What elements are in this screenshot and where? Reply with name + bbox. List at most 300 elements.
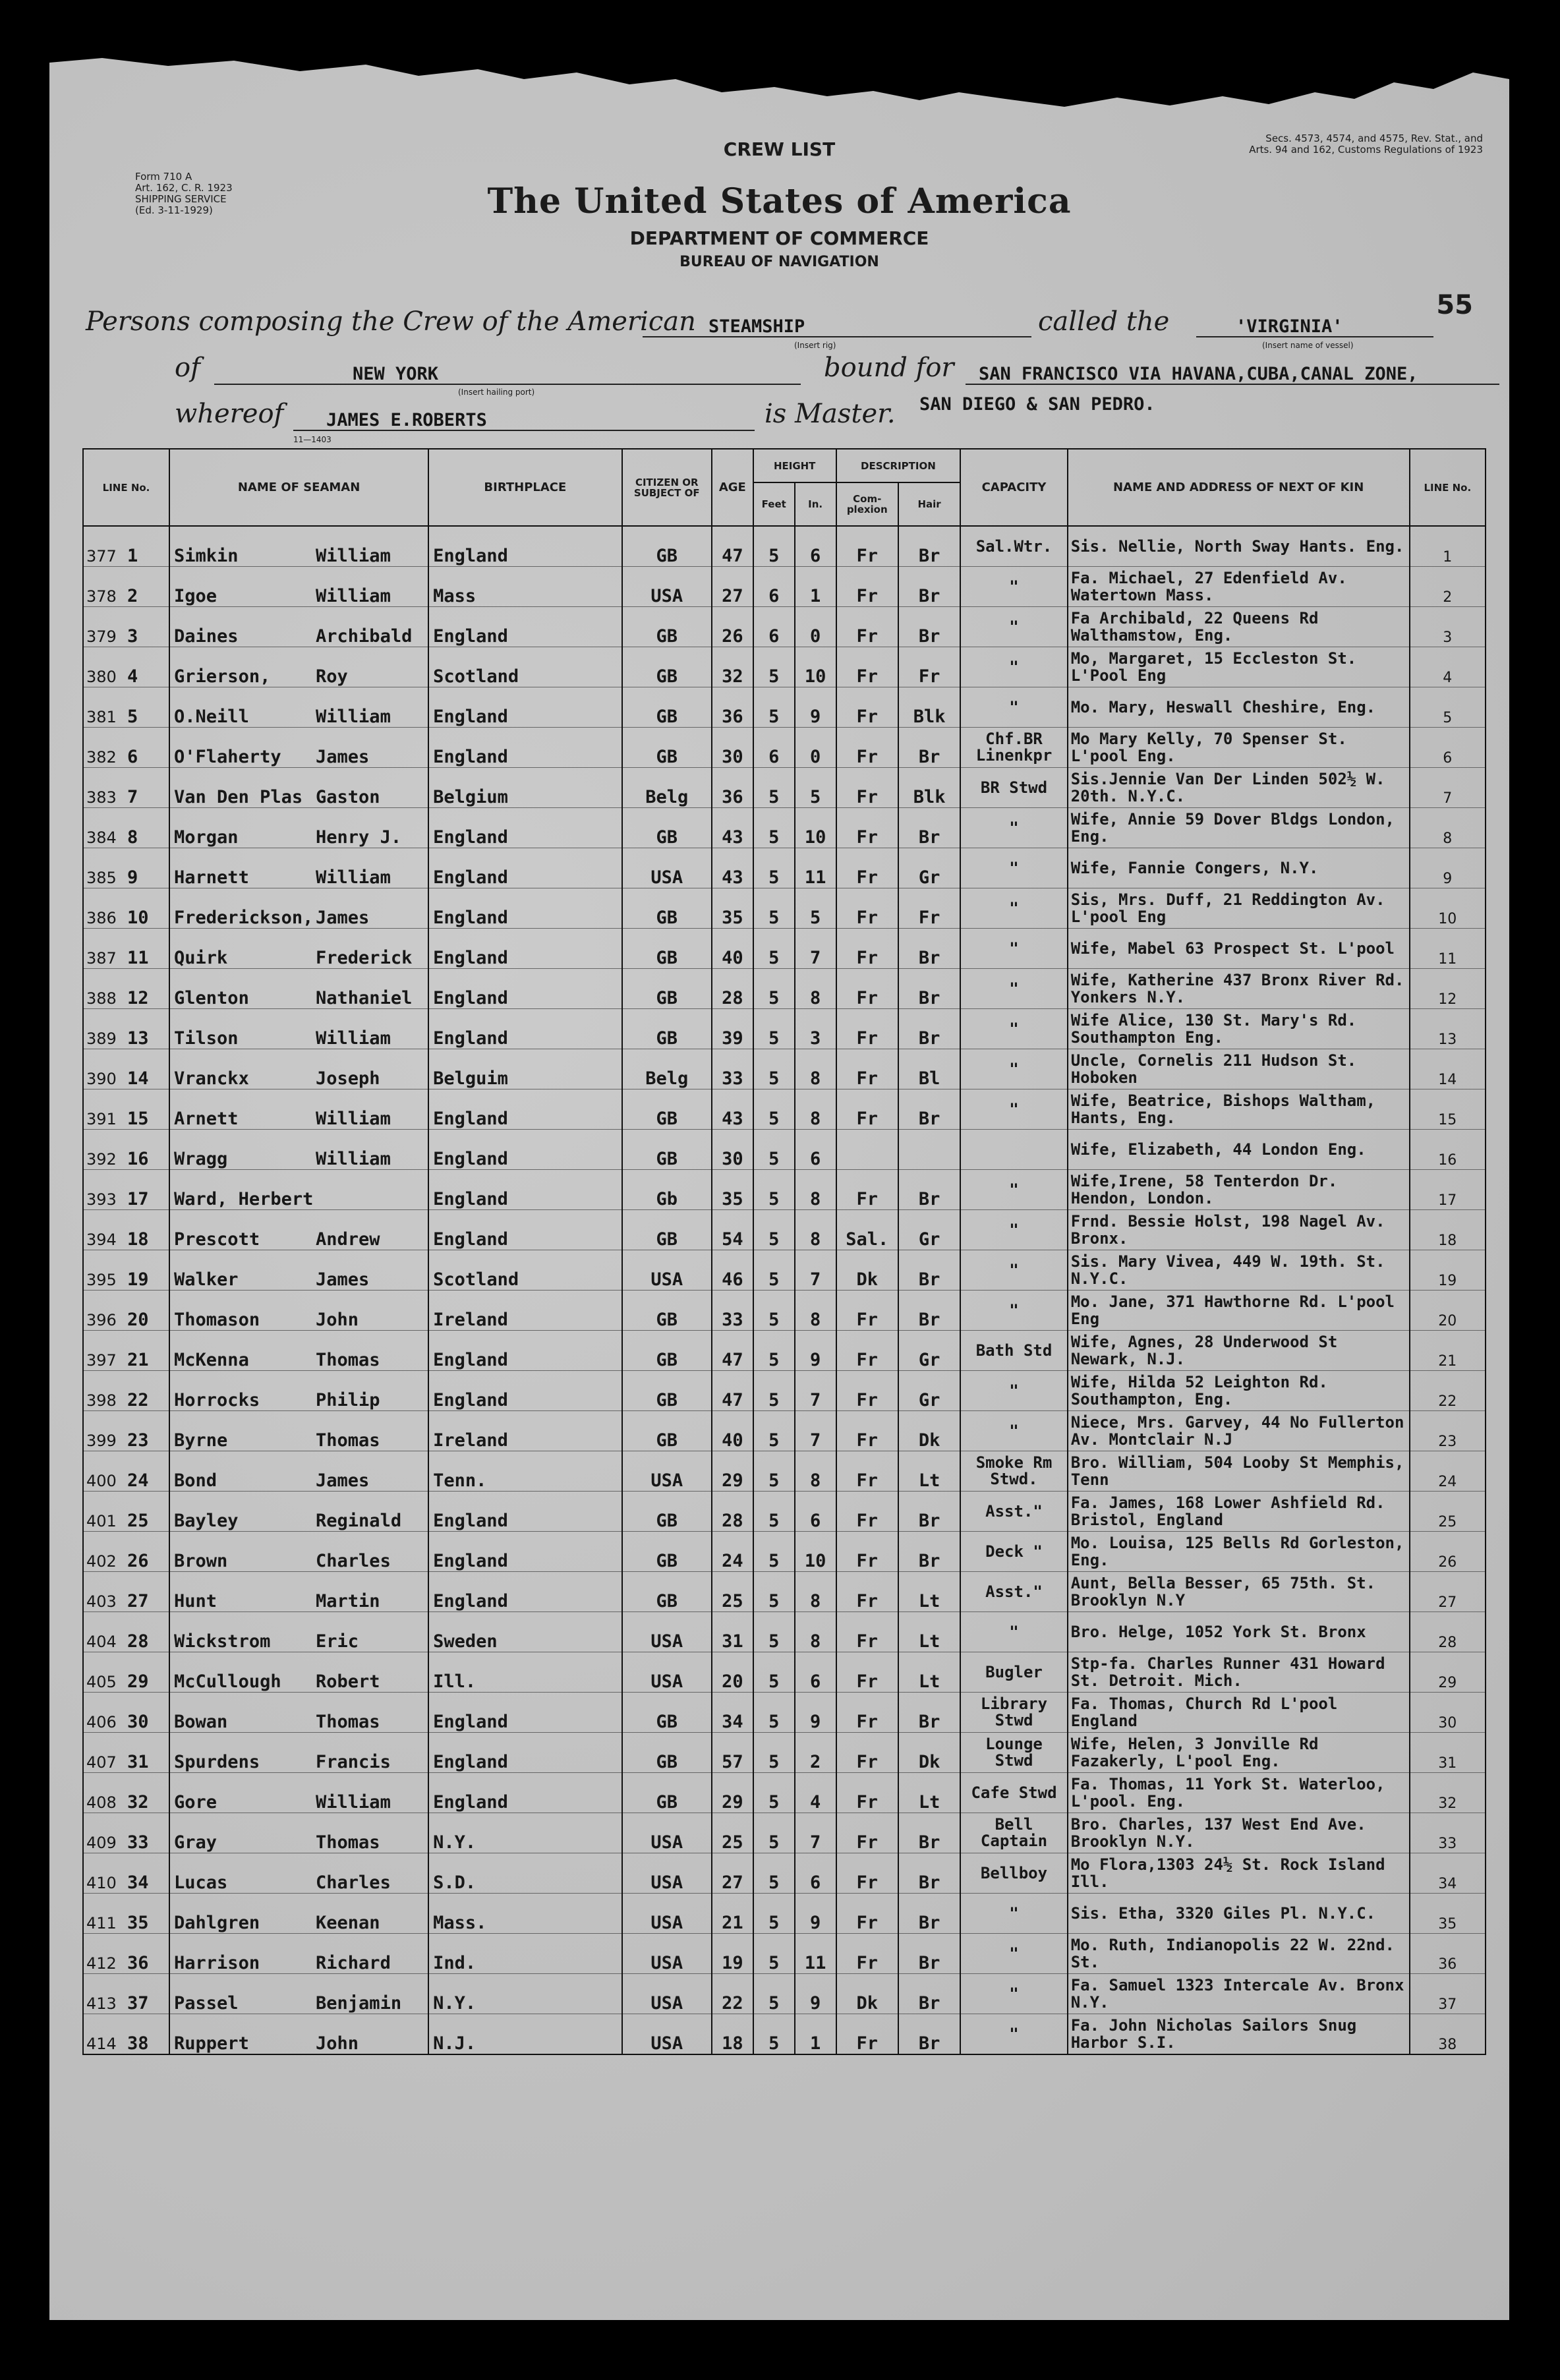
hair: Br (918, 1832, 940, 1853)
cell-kin (1068, 1773, 1410, 1813)
cell-feet (753, 848, 795, 888)
height-feet: 5 (768, 1390, 780, 1410)
age: 32 (722, 666, 743, 687)
next-of-kin: Fa. John Nicholas Sailors Snug Harbor S.I. (1070, 2016, 1357, 2052)
cell-line-no-right (1410, 1773, 1486, 1813)
cell-name (169, 929, 428, 969)
cell-feet (753, 1572, 795, 1612)
height-inches: 8 (809, 1109, 821, 1129)
next-of-kin: Fa. Samuel 1323 Intercale Av. Bronx N.Y. (1070, 1976, 1404, 2012)
col-feet: Feet (753, 482, 795, 526)
height-feet: 5 (768, 1229, 780, 1250)
seaman-surname: Byrne (174, 1430, 228, 1451)
cell-capacity (960, 687, 1067, 728)
next-of-kin: Wife, Fannie Congers, N.Y. (1070, 859, 1319, 877)
seaman-surname: Walker (174, 1269, 239, 1290)
line-number: 35 (127, 1913, 149, 1933)
line-number: 36 (127, 1953, 149, 1973)
pen-number: 390 (86, 1070, 117, 1088)
seaman-given-name: John (316, 1310, 359, 1330)
cell-inches (795, 888, 836, 929)
line-number: 10 (127, 908, 149, 928)
cell-complexion (836, 1049, 898, 1089)
cell-birthplace (428, 969, 622, 1009)
cell-inches (795, 768, 836, 808)
cell-name (169, 1773, 428, 1813)
cell-capacity (960, 1411, 1067, 1451)
capacity: Bell Captain (980, 1815, 1048, 1850)
cell-line-no (83, 1813, 169, 1853)
cell-hair (898, 808, 960, 848)
cell-hair (898, 1733, 960, 1773)
master-label: is Master. (765, 399, 896, 429)
complexion: Fr (856, 1591, 878, 1611)
cell-complexion (836, 929, 898, 969)
height-feet: 5 (768, 1591, 780, 1611)
cell-age (712, 2014, 753, 2055)
cell-citizen (622, 1250, 712, 1291)
cell-citizen (622, 768, 712, 808)
capacity: Library Stwd (980, 1695, 1048, 1729)
cell-birthplace (428, 647, 622, 687)
capacity: " (1009, 818, 1019, 837)
nation-title: The United States of America (487, 181, 1072, 221)
seaman-surname: Horrocks (174, 1390, 260, 1410)
complexion: Fr (856, 1068, 878, 1089)
birthplace: Belguim (433, 1068, 508, 1089)
capacity: " (1009, 697, 1019, 716)
age: 26 (722, 626, 743, 647)
pen-number: 377 (86, 547, 117, 566)
pen-number: 381 (86, 708, 117, 726)
height-inches: 7 (809, 1430, 821, 1451)
age: 22 (722, 1993, 743, 2014)
cell-kin (1068, 1894, 1410, 1934)
line-number: 33 (127, 1832, 149, 1853)
table-row (83, 1733, 1486, 1773)
height-feet: 5 (768, 1310, 780, 1330)
cell-birthplace (428, 1572, 622, 1612)
cell-hair (898, 969, 960, 1009)
height-inches: 9 (809, 707, 821, 727)
cell-complexion (836, 1451, 898, 1492)
birthplace: N.J. (433, 2033, 477, 2054)
cell-birthplace (428, 1813, 622, 1853)
height-inches: 9 (809, 1913, 821, 1933)
cell-line-no-right (1410, 888, 1486, 929)
cell-line-no (83, 808, 169, 848)
age: 43 (722, 827, 743, 848)
complexion: Fr (856, 1350, 878, 1370)
cell-age (712, 1411, 753, 1451)
seaman-surname: Igoe (174, 586, 217, 606)
cell-line-no (83, 1693, 169, 1733)
height-feet: 5 (768, 867, 780, 888)
cell-birthplace (428, 929, 622, 969)
cell-citizen (622, 607, 712, 647)
height-feet: 5 (768, 827, 780, 848)
height-feet: 5 (768, 2033, 780, 2054)
pen-number: 400 (86, 1472, 117, 1490)
cell-complexion (836, 1773, 898, 1813)
cell-name (169, 1250, 428, 1291)
cell-kin (1068, 1009, 1410, 1049)
age: 36 (722, 787, 743, 807)
cell-name (169, 1130, 428, 1170)
citizenship: GB (656, 1712, 678, 1732)
pen-number: 403 (86, 1592, 117, 1611)
table-row (83, 2014, 1486, 2055)
pen-number: 391 (86, 1110, 117, 1128)
cell-citizen (622, 2014, 712, 2055)
cell-age (712, 1693, 753, 1733)
next-of-kin: Wife, Elizabeth, 44 London Eng. (1070, 1140, 1366, 1159)
line-number: 28 (127, 1631, 149, 1652)
cell-birthplace (428, 848, 622, 888)
line-number: 38 (127, 2033, 149, 2054)
complexion: Fr (856, 1390, 878, 1410)
age: 30 (722, 747, 743, 767)
line-number-right: 7 (1443, 790, 1453, 807)
hair: Br (918, 1269, 940, 1290)
seaman-given-name: Keenan (316, 1913, 380, 1933)
cell-capacity (960, 1451, 1067, 1492)
table-row (83, 728, 1486, 768)
birthplace: N.Y. (433, 1832, 477, 1853)
height-inches: 0 (809, 626, 821, 647)
table-row (83, 1250, 1486, 1291)
height-feet: 5 (768, 1752, 780, 1772)
capacity: Asst." (985, 1501, 1043, 1521)
cell-capacity (960, 1934, 1067, 1974)
cell-birthplace (428, 526, 622, 567)
height-inches: 6 (809, 1149, 821, 1169)
next-of-kin: Fa. Thomas, Church Rd L'pool England (1070, 1695, 1338, 1730)
cell-name (169, 1532, 428, 1572)
cell-age (712, 687, 753, 728)
next-of-kin: Fa. James, 168 Lower Ashfield Rd. Bristol, England (1070, 1494, 1385, 1529)
cell-line-no (83, 567, 169, 607)
cell-kin (1068, 808, 1410, 848)
line-number: 3 (127, 626, 138, 647)
cell-birthplace (428, 1210, 622, 1250)
cell-name (169, 1894, 428, 1934)
cell-complexion (836, 2014, 898, 2055)
height-feet: 5 (768, 1551, 780, 1571)
cell-citizen (622, 969, 712, 1009)
hair: Lt (918, 1671, 940, 1692)
age: 36 (722, 707, 743, 727)
cell-citizen (622, 848, 712, 888)
age: 40 (722, 948, 743, 968)
cell-name (169, 768, 428, 808)
whereof-label: whereof (175, 399, 284, 429)
table-row (83, 1894, 1486, 1934)
cell-capacity (960, 768, 1067, 808)
height-feet: 5 (768, 948, 780, 968)
cell-line-no (83, 647, 169, 687)
seaman-given-name: Martin (316, 1591, 380, 1611)
line-number: 25 (127, 1511, 149, 1531)
hair: Br (918, 1993, 940, 2014)
birthplace: England (433, 1551, 508, 1571)
cell-birthplace (428, 1451, 622, 1492)
cell-capacity (960, 1170, 1067, 1210)
of-label: of (175, 353, 200, 383)
next-of-kin: Bro. William, 504 Looby St Memphis, Tenn (1070, 1453, 1404, 1489)
height-inches: 7 (809, 1832, 821, 1853)
age: 33 (722, 1310, 743, 1330)
cell-line-no (83, 728, 169, 768)
hair: Lt (918, 1470, 940, 1491)
next-of-kin: Mo. Louisa, 125 Bells Rd Gorleston, Eng. (1070, 1534, 1404, 1569)
age: 27 (722, 1872, 743, 1893)
cell-citizen (622, 1773, 712, 1813)
cell-inches (795, 1853, 836, 1894)
cell-capacity (960, 1612, 1067, 1652)
cell-kin (1068, 728, 1410, 768)
hair: Lt (918, 1792, 940, 1813)
height-inches: 7 (809, 948, 821, 968)
cell-feet (753, 808, 795, 848)
age: 43 (722, 1109, 743, 1129)
table-row (83, 1291, 1486, 1331)
line-number: 6 (127, 747, 138, 767)
seaman-given-name: Francis (316, 1752, 391, 1772)
height-feet: 5 (768, 908, 780, 928)
citizenship: USA (650, 1671, 683, 1692)
table-row (83, 1130, 1486, 1170)
col-capacity: CAPACITY (960, 449, 1067, 526)
cell-hair (898, 1572, 960, 1612)
table-row (83, 768, 1486, 808)
capacity: " (1009, 1019, 1019, 1038)
height-inches: 11 (804, 1953, 826, 1973)
next-of-kin: Wife, Annie 59 Dover Bldgs London, Eng. (1070, 810, 1395, 846)
line-number: 5 (127, 707, 138, 727)
cell-line-no-right (1410, 526, 1486, 567)
cell-birthplace (428, 808, 622, 848)
cell-inches (795, 1371, 836, 1411)
birthplace: England (433, 948, 508, 968)
cell-capacity (960, 728, 1067, 768)
cell-citizen (622, 687, 712, 728)
cell-hair (898, 929, 960, 969)
next-of-kin: Sis. Mary Vivea, 449 W. 19th. St. N.Y.C. (1070, 1252, 1385, 1288)
seaman-given-name: William (316, 1149, 391, 1169)
line-number-right: 11 (1438, 951, 1457, 968)
capacity: BR Stwd (980, 778, 1048, 797)
citizenship: USA (650, 1993, 683, 2014)
height-feet: 5 (768, 666, 780, 687)
hair: Gr (918, 867, 940, 888)
cell-complexion (836, 1089, 898, 1130)
col-line-no-right: LINE No. (1410, 449, 1486, 526)
seaman-surname: Harnett (174, 867, 249, 888)
cell-line-no-right (1410, 647, 1486, 687)
hair: Blk (913, 707, 946, 727)
seaman-given-name: Thomas (316, 1712, 380, 1732)
hair: Gr (918, 1229, 940, 1250)
table-row (83, 1853, 1486, 1894)
table-row (83, 1974, 1486, 2014)
height-inches: 9 (809, 1993, 821, 2014)
cell-line-no (83, 1492, 169, 1532)
birthplace: England (433, 1752, 508, 1772)
line-number-right: 14 (1438, 1072, 1457, 1088)
complexion: Dk (856, 1269, 878, 1290)
height-feet: 5 (768, 1511, 780, 1531)
complexion: Fr (856, 1511, 878, 1531)
cell-line-no-right (1410, 1451, 1486, 1492)
table-row (83, 1652, 1486, 1693)
cell-line-no (83, 768, 169, 808)
cell-hair (898, 1652, 960, 1693)
seaman-surname: Bowan (174, 1712, 228, 1732)
line-number-right: 15 (1438, 1112, 1457, 1128)
birthplace: England (433, 1591, 508, 1611)
cell-line-no-right (1410, 1612, 1486, 1652)
pen-number: 378 (86, 587, 117, 606)
height-inches: 7 (809, 1269, 821, 1290)
cell-name (169, 1049, 428, 1089)
cell-age (712, 1934, 753, 1974)
cell-hair (898, 1492, 960, 1532)
age: 21 (722, 1913, 743, 1933)
line-number-right: 19 (1438, 1273, 1457, 1289)
pen-number: 383 (86, 788, 117, 807)
hair: Br (918, 2033, 940, 2054)
department-title: DEPARTMENT OF COMMERCE (629, 227, 929, 249)
table-row (83, 607, 1486, 647)
cell-age (712, 1492, 753, 1532)
line-number-right: 9 (1443, 871, 1453, 887)
line-number-right: 8 (1443, 830, 1453, 847)
line-number: 34 (127, 1872, 149, 1893)
cell-hair (898, 1612, 960, 1652)
cell-feet (753, 647, 795, 687)
cell-age (712, 1813, 753, 1853)
pen-number: 387 (86, 949, 117, 968)
cell-complexion (836, 888, 898, 929)
cell-age (712, 1652, 753, 1693)
cell-inches (795, 1652, 836, 1693)
cell-line-no (83, 969, 169, 1009)
rig-caption: (Insert rig) (794, 341, 836, 350)
cell-citizen (622, 647, 712, 687)
citizenship: GB (656, 546, 678, 566)
cell-line-no-right (1410, 1371, 1486, 1411)
cell-feet (753, 1733, 795, 1773)
cell-complexion (836, 1733, 898, 1773)
next-of-kin: Wife,Irene, 58 Tenterdon Dr. Hendon, London. (1070, 1172, 1338, 1207)
seaman-surname: Quirk (174, 948, 228, 968)
line-number-right: 38 (1438, 2037, 1457, 2053)
cell-birthplace (428, 1411, 622, 1451)
capacity: Sal.Wtr. (975, 537, 1053, 556)
cell-inches (795, 1974, 836, 2014)
cell-name (169, 1089, 428, 1130)
cell-name (169, 969, 428, 1009)
line-number-right: 25 (1438, 1514, 1457, 1530)
cell-birthplace (428, 768, 622, 808)
citizenship: Belg (645, 1068, 689, 1089)
cell-capacity (960, 1532, 1067, 1572)
cell-citizen (622, 1733, 712, 1773)
cell-capacity (960, 1693, 1067, 1733)
line-number: 2 (127, 586, 138, 606)
hair: Br (918, 827, 940, 848)
cell-inches (795, 1331, 836, 1371)
cell-birthplace (428, 1934, 622, 1974)
height-feet: 6 (768, 747, 780, 767)
col-line-no: LINE No. (83, 449, 169, 526)
seaman-surname: Passel (174, 1993, 239, 2014)
seaman-surname: Harrison (174, 1953, 260, 1973)
cell-citizen (622, 1612, 712, 1652)
birthplace: England (433, 1109, 508, 1129)
cell-age (712, 888, 753, 929)
cell-capacity (960, 1492, 1067, 1532)
birthplace: Ireland (433, 1430, 508, 1451)
cell-feet (753, 687, 795, 728)
cell-line-no (83, 1612, 169, 1652)
cell-line-no (83, 2014, 169, 2055)
cell-kin (1068, 1130, 1410, 1170)
cell-line-no (83, 888, 169, 929)
cell-kin (1068, 1652, 1410, 1693)
age: 57 (722, 1752, 743, 1772)
called-label: called the (1038, 306, 1170, 337)
cell-age (712, 1291, 753, 1331)
table-row (83, 888, 1486, 929)
cell-age (712, 1371, 753, 1411)
height-feet: 5 (768, 1993, 780, 2014)
cell-name (169, 1813, 428, 1853)
line-number: 26 (127, 1551, 149, 1571)
cell-line-no (83, 1210, 169, 1250)
birthplace: England (433, 1028, 508, 1049)
cell-line-no-right (1410, 1089, 1486, 1130)
pen-number: 402 (86, 1552, 117, 1571)
capacity: " (1009, 577, 1019, 596)
next-of-kin: Wife, Katherine 437 Bronx River Rd. Yonkers N.Y. (1070, 971, 1404, 1006)
capacity: " (1009, 1903, 1019, 1923)
age: 39 (722, 1028, 743, 1049)
age: 33 (722, 1068, 743, 1089)
seaman-surname: Frederickson, (174, 908, 314, 928)
hair: Br (918, 586, 940, 606)
line-number-right: 28 (1438, 1635, 1457, 1651)
height-inches: 9 (809, 1350, 821, 1370)
pen-number: 410 (86, 1874, 117, 1892)
cell-citizen (622, 1572, 712, 1612)
hair: Br (918, 1712, 940, 1732)
height-inches: 1 (809, 586, 821, 606)
line-number-right: 32 (1438, 1795, 1457, 1812)
cell-kin (1068, 1733, 1410, 1773)
cell-line-no (83, 1331, 169, 1371)
height-inches: 5 (809, 908, 821, 928)
cell-hair (898, 567, 960, 607)
cell-complexion (836, 1009, 898, 1049)
cell-hair (898, 1693, 960, 1733)
height-feet: 5 (768, 1269, 780, 1290)
cell-line-no-right (1410, 768, 1486, 808)
pen-number: 394 (86, 1231, 117, 1249)
table-row (83, 1170, 1486, 1210)
cell-age (712, 1572, 753, 1612)
